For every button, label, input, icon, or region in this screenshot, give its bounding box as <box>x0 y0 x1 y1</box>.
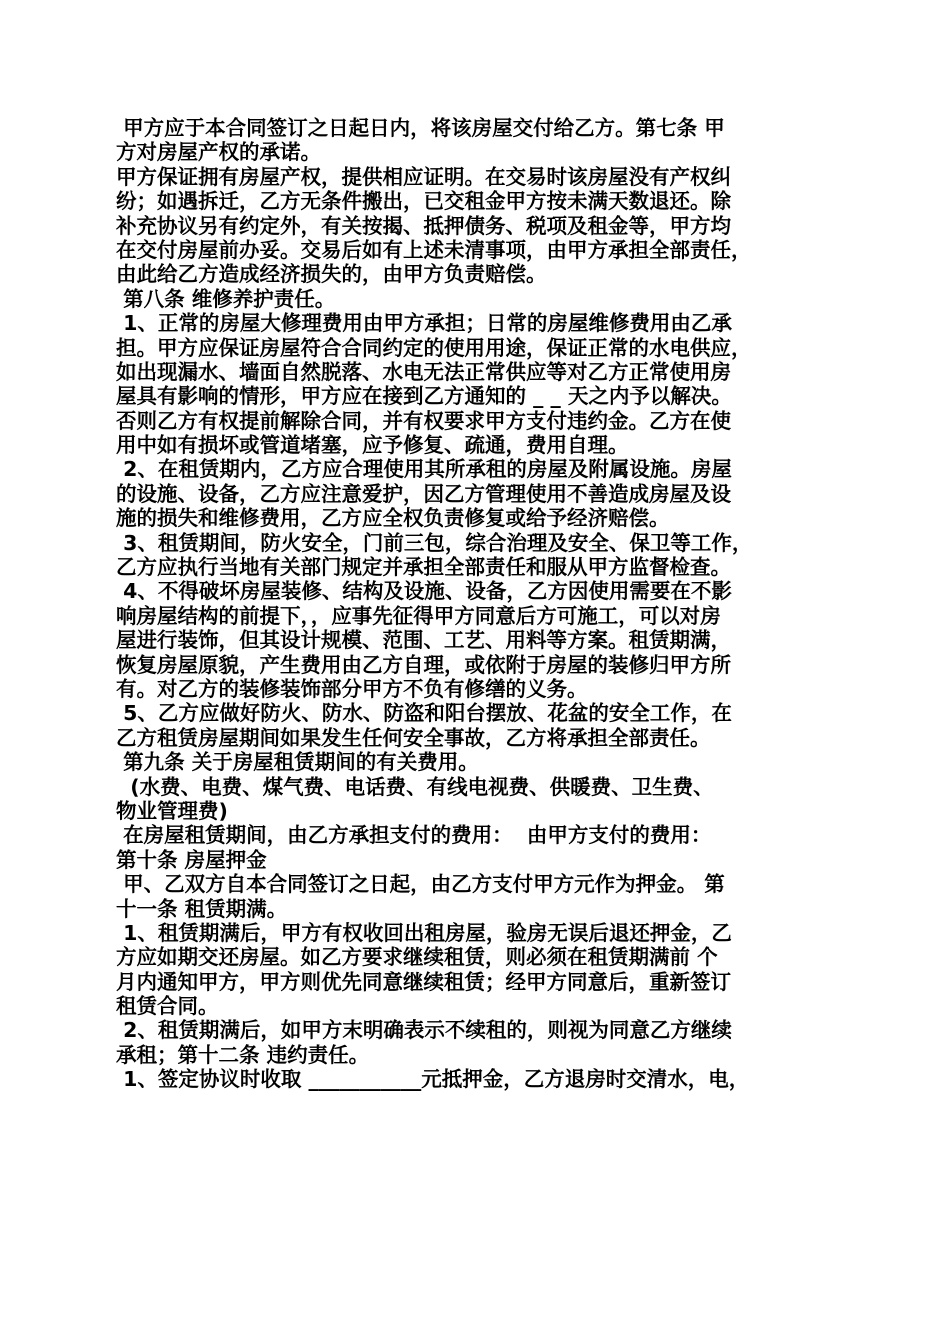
text-line: 十一条 租赁期满。 <box>116 896 288 921</box>
text-line: 有。对乙方的装修装饰部分甲方不负有修缮的义务。 <box>116 676 588 701</box>
text-line: 屋进行装饰，但其设计规模、范围、工艺、用料等方案。租赁期满， <box>116 628 731 653</box>
section-heading: 第九条 关于房屋租赁期间的有关费用。 <box>116 750 479 775</box>
text-line: 在交付房屋前办妥。交易后如有上述未清事项，由甲方承担全部责任， <box>116 237 752 262</box>
text-line: 1、正常的房屋大修理费用由甲方承担；日常的房屋维修费用由乙承 <box>116 311 732 336</box>
text-line: 响房屋结构的前提下，，应事先征得甲方同意后方可施工，可以对房 <box>116 603 721 628</box>
text-line: 的设施、设备，乙方应注意爱护，因乙方管理使用不善造成房屋及设 <box>116 481 731 506</box>
text-line: 如出现漏水、墙面自然脱落、水电无法正常供应等对乙方正常使用房 <box>116 359 731 384</box>
text-line: (水费、电费、煤气费、电话费、有线电视费、供暖费、卫生费、 <box>116 774 714 799</box>
text-line: 由此给乙方造成经济损失的，由甲方负责赔偿。 <box>116 262 547 287</box>
text-line: 屋具有影响的情形，甲方应在接到乙方通知的 _ _ 天之内予以解决。 <box>116 384 732 409</box>
text-line: 担。甲方应保证房屋符合合同约定的使用用途，保证正常的水电供应， <box>116 335 752 360</box>
text-line: 5、乙方应做好防火、防水、防盗和阳台摆放、花盆的安全工作，在 <box>116 701 732 726</box>
text-line: 否则乙方有权提前解除合同，并有权要求甲方支付违约金。乙方在使 <box>116 408 731 433</box>
text-line: 恢复房屋原貌，产生费用由乙方自理，或依附于房屋的装修归甲方所 <box>116 652 731 677</box>
section-heading: 第八条 维修养护责任。 <box>116 286 336 311</box>
text-line: 1、租赁期满后，甲方有权收回出租房屋，验房无误后退还押金，乙 <box>116 920 732 945</box>
text-line: 乙方应执行当地有关部门规定并承担全部责任和服从甲方监督检查。 <box>116 555 731 580</box>
text-line: 方对房屋产权的承诺。 <box>116 140 321 165</box>
text-line: 用中如有损坏或管道堵塞，应予修复、疏通，费用自理。 <box>116 433 629 458</box>
text-line: 乙方租赁房屋期间如果发生任何安全事故，乙方将承担全部责任。 <box>116 725 711 750</box>
text-line: 补充协议另有约定外，有关按揭、抵押债务、税项及租金等，甲方均 <box>116 213 731 238</box>
text-line: 1、签定协议时收取 ___________元抵押金，乙方退房时交清水，电， <box>116 1067 750 1092</box>
contract-text <box>116 116 840 1092</box>
text-line: 月内通知甲方，甲方则优先同意继续租赁；经甲方同意后，重新签订 <box>116 969 731 994</box>
section-heading: 第十条 房屋押金 <box>116 847 267 872</box>
text-line: 租赁合同。 <box>116 994 219 1019</box>
text-line: 物业管理费) <box>116 798 228 823</box>
text-line: 4、不得破坏房屋装修、结构及设施、设备，乙方因使用需要在不影 <box>116 579 732 604</box>
text-line: 方应如期交还房屋。如乙方要求继续租赁，则必须在租赁期满前 个 <box>116 945 718 970</box>
text-line: 2、在租赁期内，乙方应合理使用其所承租的房屋及附属设施。房屋 <box>116 457 732 482</box>
text-line: 纷；如遇拆迁，乙方无条件搬出，已交租金甲方按未满天数退还。除 <box>116 189 731 214</box>
text-line: 甲、乙双方自本合同签订之日起，由乙方支付甲方元作为押金。 第 <box>116 872 725 897</box>
text-line: 承租；第十二条 违约责任。 <box>116 1042 370 1067</box>
text-line: 在房屋租赁期间，由乙方承担支付的费用： 由甲方支付的费用： <box>116 823 712 848</box>
text-line: 3、租赁期间，防火安全，门前三包，综合治理及安全、保卫等工作， <box>116 530 753 555</box>
text-line: 甲方保证拥有房屋产权，提供相应证明。在交易时该房屋没有产权纠 <box>116 164 731 189</box>
text-line: 甲方应于本合同签订之日起日内，将该房屋交付给乙方。第七条 甲 <box>116 116 725 140</box>
text-line: 2、租赁期满后，如甲方末明确表示不续租的，则视为同意乙方继续 <box>116 1018 732 1043</box>
text-line: 施的损失和维修费用，乙方应全权负责修复或给予经济赔偿。 <box>116 506 670 531</box>
